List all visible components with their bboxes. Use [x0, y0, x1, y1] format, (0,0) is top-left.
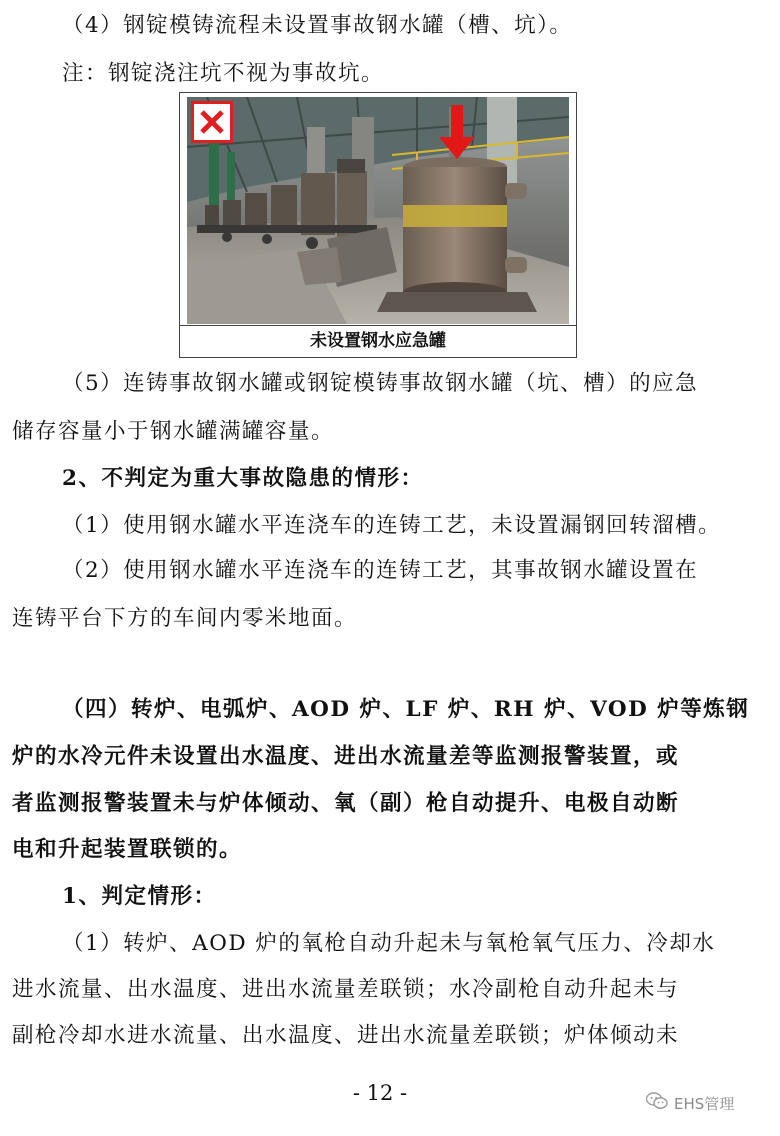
note-line: 注：钢锭浇注坑不视为事故坑。 [62, 61, 385, 86]
paragraph-line: 连铸平台下方的车间内零米地面。 [12, 606, 358, 631]
section-heading: 1、判定情形： [62, 884, 217, 909]
section-heading-cont: 炉的水冷元件未设置出水温度、进出水流量差等监测报警装置，或 [12, 744, 680, 769]
paragraph-line: （2）使用钢水罐水平连浇车的连铸工艺，其事故钢水罐设置在 [62, 558, 699, 583]
section-heading-cont: 电和升起装置联锁的。 [12, 837, 243, 862]
section-heading-cont: 者监测报警装置未与炉体倾动、氧（副）枪自动提升、电极自动断 [12, 791, 680, 816]
paragraph-line: （4）钢锭模铸流程未设置事故钢水罐（槽、坑）。 [62, 13, 573, 38]
x-mark-icon [191, 101, 233, 143]
paragraph-line: （1）转炉、AOD 炉的氧枪自动升起未与氧枪氧气压力、冷却水 [62, 931, 716, 956]
paragraph-line: 储存容量小于钢水罐满罐容量。 [12, 419, 335, 444]
factory-photo [187, 97, 569, 324]
section-heading: 2、不判定为重大事故隐患的情形： [62, 466, 424, 491]
paragraph-line: （1）使用钢水罐水平连浇车的连铸工艺，未设置漏钢回转溜槽。 [62, 513, 722, 538]
watermark [646, 1090, 734, 1116]
figure-box [179, 92, 577, 358]
factory-photo-illustration [187, 97, 569, 324]
paragraph-line: （5）连铸事故钢水罐或钢锭模铸事故钢水罐（坑、槽）的应急 [62, 371, 699, 396]
watermark-text: EHS管理 [674, 1094, 735, 1113]
page-number: - 12 - [352, 1081, 408, 1105]
wechat-icon [646, 1092, 668, 1114]
paragraph-line: 进水流量、出水温度、进出水流量差联锁；水冷副枪自动升起未与 [12, 977, 680, 1002]
section-heading: （四）转炉、电弧炉、AOD 炉、LF 炉、RH 炉、VOD 炉等炼钢 [62, 697, 750, 722]
paragraph-line: 副枪冷却水进水流量、出水温度、进出水流量差联锁；炉体倾动未 [12, 1023, 680, 1048]
figure-caption: 未设置钢水应急罐 [180, 325, 576, 357]
